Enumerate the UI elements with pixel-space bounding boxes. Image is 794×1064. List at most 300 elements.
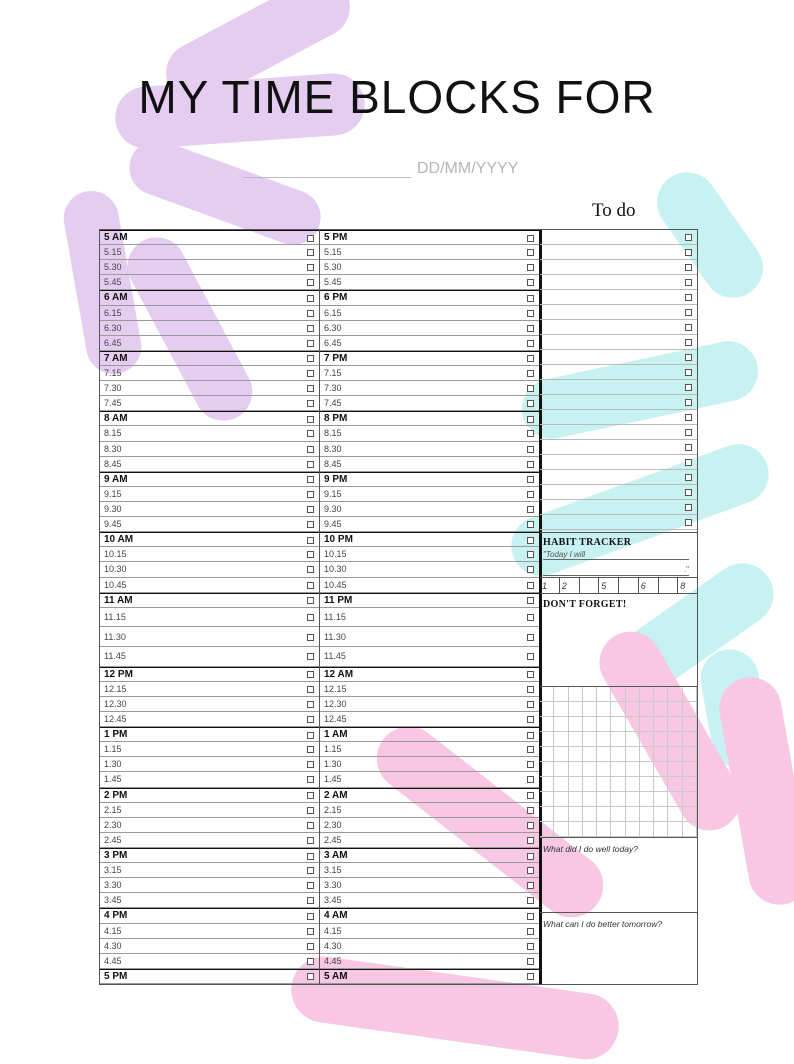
checkbox[interactable]: [527, 701, 534, 708]
checkbox[interactable]: [307, 566, 314, 573]
checkbox[interactable]: [307, 340, 314, 347]
quarter-row[interactable]: [320, 245, 539, 260]
quarter-row[interactable]: [100, 502, 319, 517]
checkbox[interactable]: [307, 400, 314, 407]
checkbox[interactable]: [307, 928, 314, 935]
checkbox[interactable]: [527, 491, 534, 498]
quarter-row[interactable]: [320, 321, 539, 336]
checkbox[interactable]: [527, 416, 534, 423]
grid-cell: [554, 792, 568, 807]
hour-row[interactable]: [100, 727, 319, 742]
quarter-row[interactable]: [100, 954, 319, 969]
todo-item[interactable]: [540, 290, 697, 305]
quarter-row[interactable]: [100, 818, 319, 833]
checkbox[interactable]: [307, 686, 314, 693]
checkbox[interactable]: [527, 614, 534, 621]
todo-item[interactable]: [540, 470, 697, 485]
checkbox[interactable]: [527, 340, 534, 347]
habit-day-box[interactable]: 6: [639, 578, 659, 593]
checkbox[interactable]: [307, 370, 314, 377]
todo-item[interactable]: [540, 455, 697, 470]
checkbox[interactable]: [527, 249, 534, 256]
quarter-row[interactable]: [320, 381, 539, 396]
hour-row[interactable]: [100, 472, 319, 487]
checkbox[interactable]: [527, 822, 534, 829]
hour-row[interactable]: [320, 593, 539, 608]
quarter-row[interactable]: [100, 863, 319, 878]
checkbox[interactable]: [685, 444, 692, 451]
checkbox[interactable]: [527, 264, 534, 271]
reflection-well-box[interactable]: [540, 837, 697, 912]
checkbox[interactable]: [527, 958, 534, 965]
time-label: 3.45: [104, 895, 122, 906]
checkbox[interactable]: [527, 461, 534, 468]
quarter-row[interactable]: [320, 275, 539, 290]
quarter-row[interactable]: [100, 712, 319, 727]
quarter-row[interactable]: [320, 757, 539, 772]
checkbox[interactable]: [527, 913, 534, 920]
todo-item[interactable]: [540, 410, 697, 425]
checkbox[interactable]: [307, 761, 314, 768]
hour-row[interactable]: [320, 411, 539, 426]
checkbox[interactable]: [527, 897, 534, 904]
checkbox[interactable]: [307, 310, 314, 317]
checkbox[interactable]: [527, 446, 534, 453]
time-label: 4.30: [104, 940, 122, 951]
time-label: 1.15: [324, 744, 342, 755]
time-label: 3.15: [104, 865, 122, 876]
quarter-row[interactable]: [100, 578, 319, 593]
quarter-row[interactable]: [320, 260, 539, 275]
todo-item[interactable]: [540, 245, 697, 260]
grid-cell: [540, 807, 554, 822]
hour-row[interactable]: [100, 667, 319, 682]
checkbox[interactable]: [685, 429, 692, 436]
quarter-row[interactable]: [320, 608, 539, 628]
quarter-row[interactable]: [100, 757, 319, 772]
quarter-row[interactable]: [320, 772, 539, 787]
quarter-row[interactable]: [320, 547, 539, 562]
quarter-row[interactable]: [320, 924, 539, 939]
grid-cell: [640, 792, 654, 807]
checkbox[interactable]: [527, 582, 534, 589]
grid-cell: [597, 792, 611, 807]
quarter-row[interactable]: [320, 878, 539, 893]
quarter-row[interactable]: [100, 562, 319, 577]
time-label: 10.15: [104, 549, 127, 560]
habit-tracker-title: HABIT TRACKER: [543, 537, 632, 548]
checkbox[interactable]: [307, 897, 314, 904]
quarter-row[interactable]: [100, 381, 319, 396]
checkbox[interactable]: [685, 264, 692, 271]
grid-cell: [626, 687, 640, 702]
checkbox[interactable]: [527, 943, 534, 950]
todo-item[interactable]: [540, 365, 697, 380]
checkbox[interactable]: [307, 653, 314, 660]
grid-cell: [554, 687, 568, 702]
quarter-row[interactable]: [320, 426, 539, 441]
checkbox[interactable]: [685, 369, 692, 376]
quarter-row[interactable]: [320, 578, 539, 593]
time-label: 10.45: [324, 579, 347, 590]
checkbox[interactable]: [685, 474, 692, 481]
quarter-row[interactable]: [320, 818, 539, 833]
grid-cell: [611, 807, 625, 822]
quarter-row[interactable]: [320, 803, 539, 818]
quarter-row[interactable]: [100, 772, 319, 787]
habit-day-box[interactable]: 2: [560, 578, 580, 593]
quarter-row[interactable]: [100, 442, 319, 457]
checkbox[interactable]: [307, 732, 314, 739]
checkbox[interactable]: [685, 414, 692, 421]
quarter-row[interactable]: [320, 697, 539, 712]
hour-row[interactable]: [320, 848, 539, 863]
checkbox[interactable]: [527, 837, 534, 844]
quarter-row[interactable]: [320, 517, 539, 532]
todo-item[interactable]: [540, 515, 697, 530]
grid-cell: [668, 807, 682, 822]
hour-row[interactable]: [320, 788, 539, 803]
quarter-row[interactable]: [100, 833, 319, 848]
checkbox[interactable]: [527, 476, 534, 483]
checkbox[interactable]: [527, 686, 534, 693]
checkbox[interactable]: [307, 446, 314, 453]
hour-row[interactable]: [100, 532, 319, 547]
hour-row[interactable]: [100, 908, 319, 923]
quarter-row[interactable]: [100, 487, 319, 502]
checkbox[interactable]: [685, 324, 692, 331]
checkbox[interactable]: [307, 521, 314, 528]
checkbox[interactable]: [307, 551, 314, 558]
checkbox[interactable]: [307, 430, 314, 437]
checkbox[interactable]: [527, 400, 534, 407]
grid-cell: [640, 762, 654, 777]
quarter-row[interactable]: [320, 833, 539, 848]
checkbox[interactable]: [307, 822, 314, 829]
checkbox[interactable]: [527, 653, 534, 660]
grid-cell: [640, 702, 654, 717]
quarter-row[interactable]: [100, 260, 319, 275]
hour-row[interactable]: [320, 908, 539, 923]
checkbox[interactable]: [307, 249, 314, 256]
time-label: 1.30: [324, 759, 342, 770]
checkbox[interactable]: [307, 355, 314, 362]
checkbox[interactable]: [527, 867, 534, 874]
todo-item[interactable]: [540, 260, 697, 275]
quarter-row[interactable]: [320, 863, 539, 878]
grid-cell: [540, 747, 554, 762]
todo-item[interactable]: [540, 485, 697, 500]
time-label: 9 PM: [324, 473, 348, 485]
checkbox[interactable]: [307, 537, 314, 544]
checkbox[interactable]: [527, 776, 534, 783]
checkbox[interactable]: [527, 807, 534, 814]
quarter-row[interactable]: [320, 893, 539, 908]
habit-day-box[interactable]: 8: [680, 580, 686, 591]
notes-grid[interactable]: [540, 686, 697, 837]
quarter-row[interactable]: [100, 682, 319, 697]
time-label: 2.15: [104, 804, 122, 815]
checkbox[interactable]: [527, 370, 534, 377]
checkbox[interactable]: [527, 325, 534, 332]
hour-row[interactable]: [320, 351, 539, 366]
hour-row[interactable]: [100, 411, 319, 426]
grid-cell: [611, 822, 625, 837]
todo-item[interactable]: [540, 275, 697, 290]
todo-item[interactable]: [540, 230, 697, 245]
todo-item[interactable]: [540, 440, 697, 455]
hour-row[interactable]: [100, 351, 319, 366]
todo-item[interactable]: [540, 425, 697, 440]
time-label: 12.30: [324, 698, 347, 709]
hour-row[interactable]: [320, 969, 539, 984]
checkbox[interactable]: [685, 279, 692, 286]
checkbox[interactable]: [307, 582, 314, 589]
quarter-row[interactable]: [100, 939, 319, 954]
time-label: 5.15: [324, 247, 342, 258]
time-label: 10.30: [324, 564, 347, 575]
checkbox[interactable]: [527, 506, 534, 513]
checkbox[interactable]: [307, 634, 314, 641]
quarter-row[interactable]: [320, 562, 539, 577]
habit-quote-end[interactable]: .": [543, 565, 689, 576]
habit-day-box[interactable]: 5: [599, 578, 619, 593]
checkbox[interactable]: [307, 943, 314, 950]
hour-row[interactable]: [100, 969, 319, 984]
quarter-row[interactable]: [320, 627, 539, 647]
checkbox[interactable]: [307, 416, 314, 423]
checkbox[interactable]: [685, 399, 692, 406]
quarter-row[interactable]: [100, 547, 319, 562]
quarter-row[interactable]: [100, 893, 319, 908]
hour-row[interactable]: [320, 667, 539, 682]
habit-day-box[interactable]: 1: [540, 578, 560, 593]
checkbox[interactable]: [307, 461, 314, 468]
quarter-row[interactable]: [100, 245, 319, 260]
hour-row[interactable]: [320, 290, 539, 305]
checkbox[interactable]: [307, 746, 314, 753]
checkbox[interactable]: [527, 746, 534, 753]
quarter-row[interactable]: [100, 924, 319, 939]
checkbox[interactable]: [307, 506, 314, 513]
time-label: 5 AM: [104, 232, 128, 244]
habit-day-box[interactable]: [619, 578, 639, 593]
quarter-row[interactable]: [320, 457, 539, 472]
quarter-row[interactable]: [100, 426, 319, 441]
grid-cell: [668, 687, 682, 702]
checkbox[interactable]: [685, 489, 692, 496]
checkbox[interactable]: [527, 732, 534, 739]
checkbox[interactable]: [307, 973, 314, 980]
time-label: 6.15: [104, 307, 122, 318]
date-field[interactable]: [243, 160, 518, 178]
hour-row[interactable]: [100, 788, 319, 803]
quarter-row[interactable]: [320, 712, 539, 727]
time-label: 7.45: [104, 398, 122, 409]
quarter-row[interactable]: [100, 396, 319, 411]
todo-item[interactable]: [540, 335, 697, 350]
checkbox[interactable]: [307, 853, 314, 860]
quarter-row[interactable]: [320, 647, 539, 667]
quarter-row[interactable]: [320, 366, 539, 381]
quarter-row[interactable]: [320, 487, 539, 502]
quarter-row[interactable]: [100, 608, 319, 628]
habit-day-box[interactable]: [659, 578, 679, 593]
checkbox[interactable]: [307, 716, 314, 723]
grid-cell: [569, 732, 583, 747]
checkbox[interactable]: [527, 973, 534, 980]
quarter-row[interactable]: [100, 803, 319, 818]
quarter-row[interactable]: [100, 878, 319, 893]
checkbox[interactable]: [307, 958, 314, 965]
quarter-row[interactable]: [100, 697, 319, 712]
checkbox[interactable]: [685, 339, 692, 346]
grid-cell: [654, 717, 668, 732]
dont-forget-title: DON'T FORGET!: [543, 599, 627, 610]
checkbox[interactable]: [685, 354, 692, 361]
checkbox[interactable]: [685, 294, 692, 301]
checkbox[interactable]: [527, 928, 534, 935]
todo-item[interactable]: [540, 320, 697, 335]
checkbox[interactable]: [527, 295, 534, 302]
grid-cell: [626, 702, 640, 717]
time-label: 11.15: [324, 612, 346, 623]
checkbox[interactable]: [527, 279, 534, 286]
checkbox[interactable]: [527, 385, 534, 392]
checkbox[interactable]: [307, 614, 314, 621]
quarter-row[interactable]: [320, 954, 539, 969]
checkbox[interactable]: [307, 295, 314, 302]
quarter-row[interactable]: [100, 366, 319, 381]
habit-quote[interactable]: "Today I will: [543, 550, 689, 560]
hour-row[interactable]: [100, 848, 319, 863]
time-label: 3 PM: [104, 850, 128, 862]
checkbox[interactable]: [685, 249, 692, 256]
checkbox[interactable]: [527, 235, 534, 242]
quarter-row[interactable]: [100, 275, 319, 290]
checkbox[interactable]: [307, 671, 314, 678]
checkbox[interactable]: [527, 792, 534, 799]
time-label: 2.30: [104, 819, 122, 830]
time-label: 8.45: [324, 458, 342, 469]
checkbox[interactable]: [527, 430, 534, 437]
checkbox[interactable]: [685, 309, 692, 316]
checkbox[interactable]: [307, 385, 314, 392]
hour-row[interactable]: [320, 727, 539, 742]
checkbox[interactable]: [685, 504, 692, 511]
checkbox[interactable]: [307, 597, 314, 604]
quarter-row[interactable]: [320, 442, 539, 457]
checkbox[interactable]: [527, 882, 534, 889]
checkbox[interactable]: [527, 355, 534, 362]
checkbox[interactable]: [527, 634, 534, 641]
checkbox[interactable]: [527, 566, 534, 573]
checkbox[interactable]: [527, 537, 534, 544]
quarter-row[interactable]: [100, 742, 319, 757]
checkbox[interactable]: [527, 716, 534, 723]
checkbox[interactable]: [527, 853, 534, 860]
todo-item[interactable]: [540, 500, 697, 515]
checkbox[interactable]: [527, 310, 534, 317]
quarter-row[interactable]: [100, 306, 319, 321]
quarter-row[interactable]: [100, 457, 319, 472]
grid-cell: [626, 777, 640, 792]
checkbox[interactable]: [307, 491, 314, 498]
checkbox[interactable]: [307, 325, 314, 332]
checkbox[interactable]: [527, 761, 534, 768]
reflection-better-box[interactable]: [540, 912, 697, 987]
checkbox[interactable]: [307, 882, 314, 889]
checkbox[interactable]: [307, 837, 314, 844]
schedule-column-am: [99, 229, 320, 985]
checkbox[interactable]: [527, 671, 534, 678]
hour-row[interactable]: [320, 532, 539, 547]
quarter-row[interactable]: [100, 647, 319, 667]
grid-cell: [554, 717, 568, 732]
hour-row[interactable]: [320, 230, 539, 245]
checkbox[interactable]: [685, 384, 692, 391]
todo-item[interactable]: [540, 350, 697, 365]
checkbox[interactable]: [307, 264, 314, 271]
checkbox[interactable]: [685, 459, 692, 466]
grid-cell: [569, 687, 583, 702]
quarter-row[interactable]: [100, 321, 319, 336]
checkbox[interactable]: [527, 551, 534, 558]
checkbox[interactable]: [685, 519, 692, 526]
todo-item[interactable]: [540, 395, 697, 410]
checkbox[interactable]: [307, 776, 314, 783]
quarter-row[interactable]: [320, 396, 539, 411]
time-label: 3.30: [324, 880, 342, 891]
checkbox[interactable]: [307, 476, 314, 483]
grid-cell: [611, 777, 625, 792]
checkbox[interactable]: [307, 279, 314, 286]
quarter-row[interactable]: [320, 336, 539, 351]
time-label: 10.30: [104, 564, 127, 575]
hour-row[interactable]: [100, 290, 319, 305]
time-label: 11.45: [104, 651, 126, 662]
hour-row[interactable]: [100, 230, 319, 245]
checkbox[interactable]: [527, 521, 534, 528]
quarter-row[interactable]: [320, 502, 539, 517]
dont-forget-box[interactable]: [540, 593, 697, 686]
grid-cell: [668, 792, 682, 807]
checkbox[interactable]: [527, 597, 534, 604]
todo-item[interactable]: [540, 305, 697, 320]
todo-item[interactable]: [540, 380, 697, 395]
checkbox[interactable]: [307, 867, 314, 874]
time-label: 11 AM: [104, 594, 133, 606]
hour-row[interactable]: [100, 593, 319, 608]
quarter-row[interactable]: [100, 517, 319, 532]
quarter-row[interactable]: [320, 682, 539, 697]
hour-row[interactable]: [320, 472, 539, 487]
grid-cell: [654, 822, 668, 837]
quarter-row[interactable]: [100, 627, 319, 647]
quarter-row[interactable]: [320, 742, 539, 757]
checkbox[interactable]: [685, 234, 692, 241]
checkbox[interactable]: [307, 235, 314, 242]
habit-day-box[interactable]: [580, 578, 600, 593]
time-label: 7.30: [324, 383, 342, 394]
quarter-row[interactable]: [320, 939, 539, 954]
checkbox[interactable]: [307, 701, 314, 708]
checkbox[interactable]: [307, 792, 314, 799]
quarter-row[interactable]: [100, 336, 319, 351]
checkbox[interactable]: [307, 913, 314, 920]
checkbox[interactable]: [307, 807, 314, 814]
quarter-row[interactable]: [320, 306, 539, 321]
